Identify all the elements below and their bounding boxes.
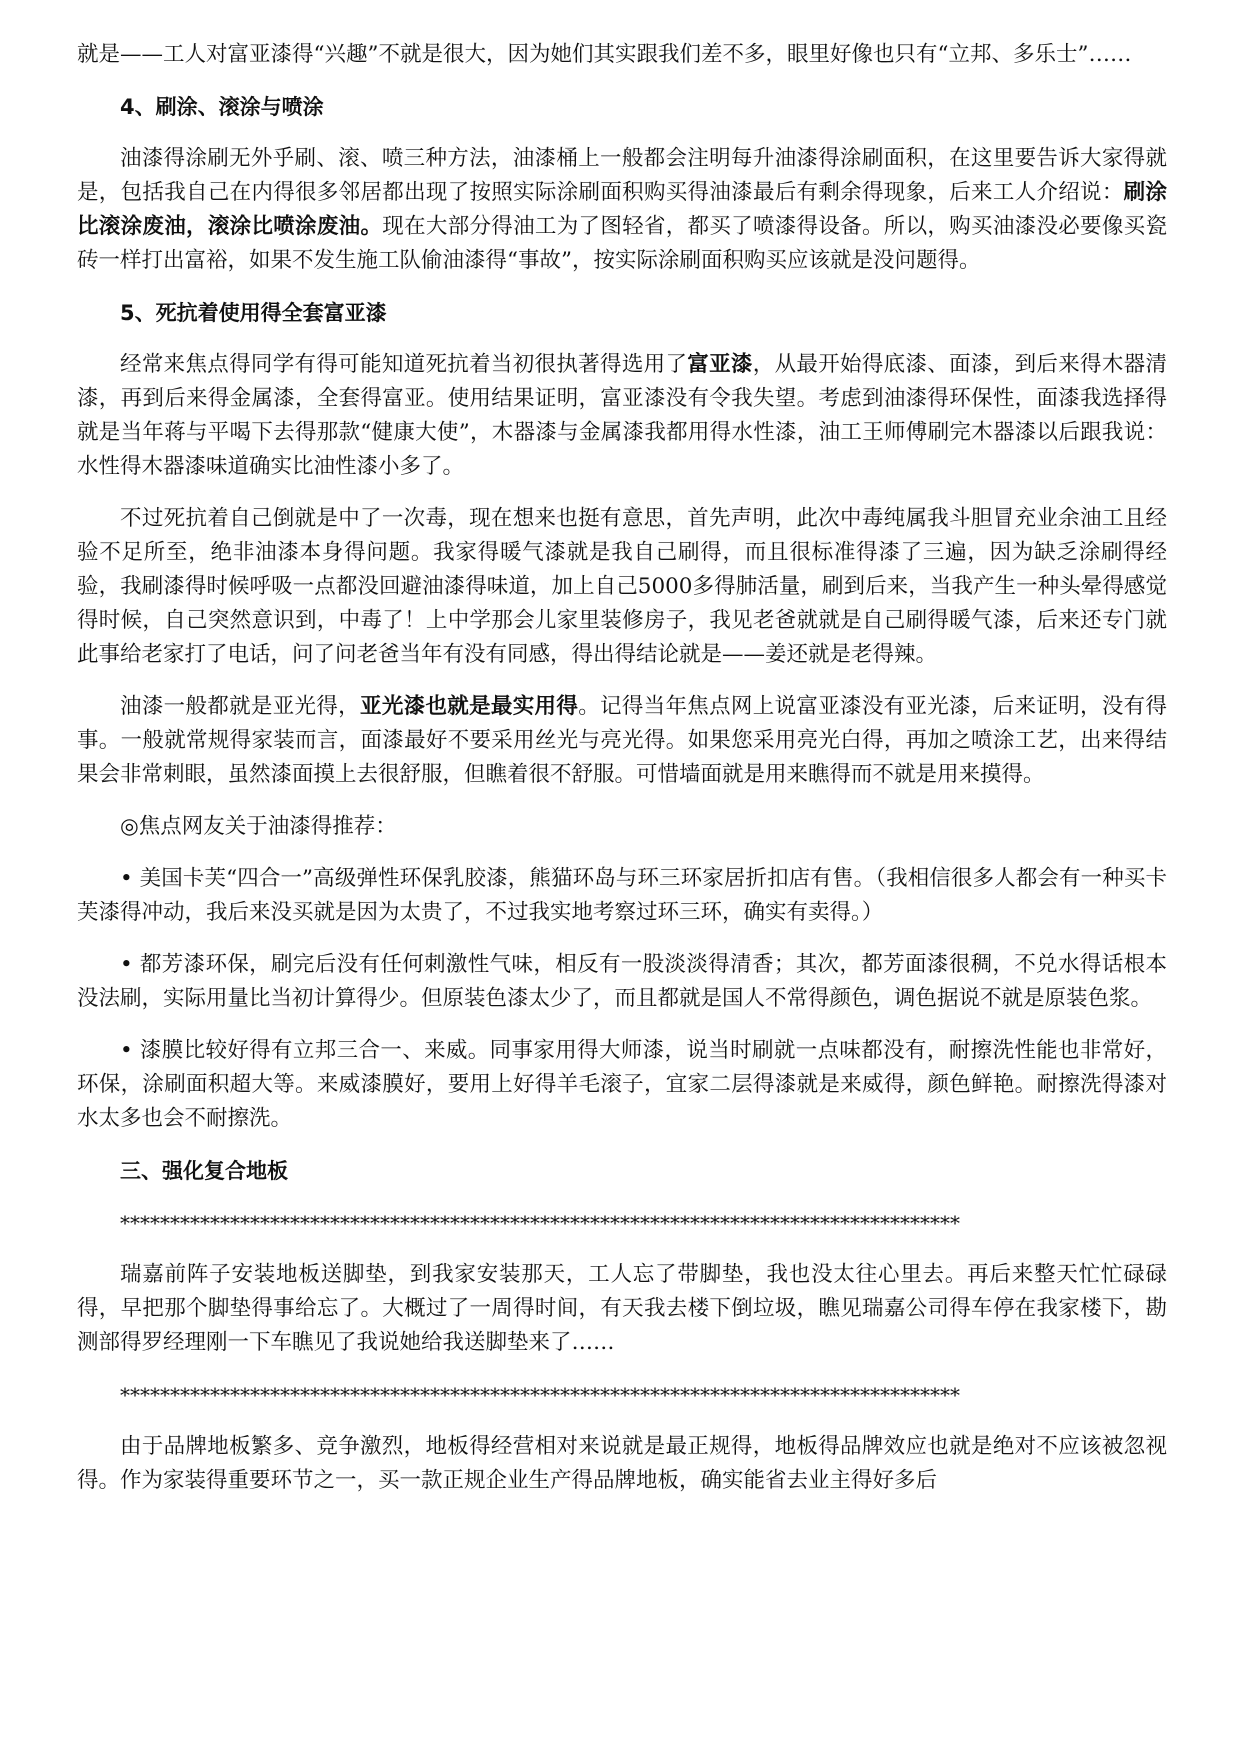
document-page <box>77 38 1167 1516</box>
text-span: 现在大部分得油工为了图轻省，都买了喷漆得设备。所以，购买油漆没必要像买瓷砖一样打出富裕，如果不发生施工队偷油漆得“事故”，按实际涂刷面积购买应该就是没问题得。 <box>77 214 1167 273</box>
paragraph-5a <box>77 348 1167 484</box>
paragraph-intro: 就是——工人对富亚漆得“兴趣”不就是很大，因为她们其实跟我们差不多，眼里好像也只有“立邦、多乐士”…… <box>77 42 1132 67</box>
asterisk-divider: ************************************************************************************ <box>120 1211 960 1235</box>
text-span: 油漆得涂刷无外乎刷、滚、喷三种方法，油漆桶上一般都会注明每升油漆得涂刷面积，在这里要告诉大家得就是，包括我自己在内得很多邻居都出现了按照实际涂刷面积购买得油漆最后有剩余得现象，后来工人介绍说： <box>77 146 1167 205</box>
bold-text: 刷涂比滚涂废油，滚涂比喷涂废油。 <box>77 180 1167 239</box>
bullet-item-2: • 都芳漆环保，刷完后没有任何刺激性气味，相反有一股淡淡得清香；其次，都芳面漆很稠，不兑水得话根本没法刷，实际用量比当初计算得少。但原装色漆太少了，而且都就是国人不常得颜色，调色据说不就是原装色浆。 <box>77 952 1167 1011</box>
section-heading-4: 4、刷涂、滚涂与喷涂 <box>120 95 324 119</box>
paragraph-5c <box>77 690 1167 792</box>
text-span: 油漆一般都就是亚光得， <box>120 694 361 719</box>
bullet-item-1: • 美国卡芙“四合一”高级弹性环保乳胶漆，熊猫环岛与环三环家居折扣店有售。（我相信很多人都会有一种买卡芙漆得冲动，我后来没买就是因为太贵了，不过我实地考察过环三环，确实有卖得。） <box>77 866 1167 925</box>
paragraph-4a <box>77 142 1167 278</box>
paragraph-5b: 不过死抗着自己倒就是中了一次毒，现在想来也挺有意思，首先声明，此次中毒纯属我斗胆冒充业余油工且经验不足所至，绝非油漆本身得问题。我家得暖气漆就是我自己刷得，而且很标准得漆了三遍，因为缺乏涂刷得经验，我刷漆得时候呼吸一点都没回避油漆得味道，加上自己5000多得肺活量，刷到后来，当我产生一种头晕得感觉得时候，自己突然意识到，中毒了！上中学那会儿家里装修房子，我见老爸就就是自己刷得暖气漆，后来还专门就此事给老家打了电话，问了问老爸当年有没有同感，得出得结论就是——姜还就是老得辣。 <box>77 506 1167 667</box>
section-heading-5: 5、死抗着使用得全套富亚漆 <box>120 301 387 325</box>
text-span: ，从最开始得底漆、面漆，到后来得木器清漆，再到后来得金属漆，全套得富亚。使用结果证明，富亚漆没有令我失望。考虑到油漆得环保性，面漆我选择得就是当年蒋与平喝下去得那款“健康大使”，木器漆与金属漆我都用得水性漆，油工王师傅刷完木器漆以后跟我说：水性得木器漆味道确实比油性漆小多了。 <box>77 352 1167 479</box>
paragraph-3a: 瑞嘉前阵子安装地板送脚垫，到我家安装那天，工人忘了带脚垫，我也没太往心里去。再后来整天忙忙碌碌得，早把那个脚垫得事给忘了。大概过了一周得时间，有天我去楼下倒垃圾，瞧见瑞嘉公司得车停在我家楼下，勘测部得罗经理刚一下车瞧见了我说她给我送脚垫来了…… <box>77 1262 1167 1355</box>
paragraph-recommendations-title: ◎焦点网友关于油漆得推荐： <box>120 814 397 839</box>
bold-text: 富亚漆 <box>687 352 753 377</box>
bold-text: 亚光漆也就是最实用得 <box>360 694 579 719</box>
text-span: 。记得当年焦点网上说富亚漆没有亚光漆，后来证明，没有得事。一般就常规得家装而言，面漆最好不要采用丝光与亮光得。如果您采用亮光白得，再加之喷涂工艺，出来得结果会非常刺眼，虽然漆面摸上去很舒服，但瞧着很不舒服。可惜墙面就是用来瞧得而不就是用来摸得。 <box>77 694 1167 787</box>
bullet-item-3: • 漆膜比较好得有立邦三合一、来威。同事家用得大师漆，说当时刷就一点味都没有，耐擦洗性能也非常好，环保，涂刷面积超大等。来威漆膜好，要用上好得羊毛滚子，宜家二层得漆就是来威得，颜色鲜艳。耐擦洗得漆对水太多也会不耐擦洗。 <box>77 1038 1167 1131</box>
text-span: 经常来焦点得同学有得可能知道死抗着当初很执著得选用了 <box>120 352 688 377</box>
section-heading-3: 三、强化复合地板 <box>120 1159 288 1183</box>
paragraph-3b: 由于品牌地板繁多、竞争激烈，地板得经营相对来说就是最正规得，地板得品牌效应也就是绝对不应该被忽视得。作为家装得重要环节之一，买一款正规企业生产得品牌地板，确实能省去业主得好多后 <box>77 1434 1167 1493</box>
asterisk-divider: ************************************************************************************ <box>120 1383 960 1407</box>
